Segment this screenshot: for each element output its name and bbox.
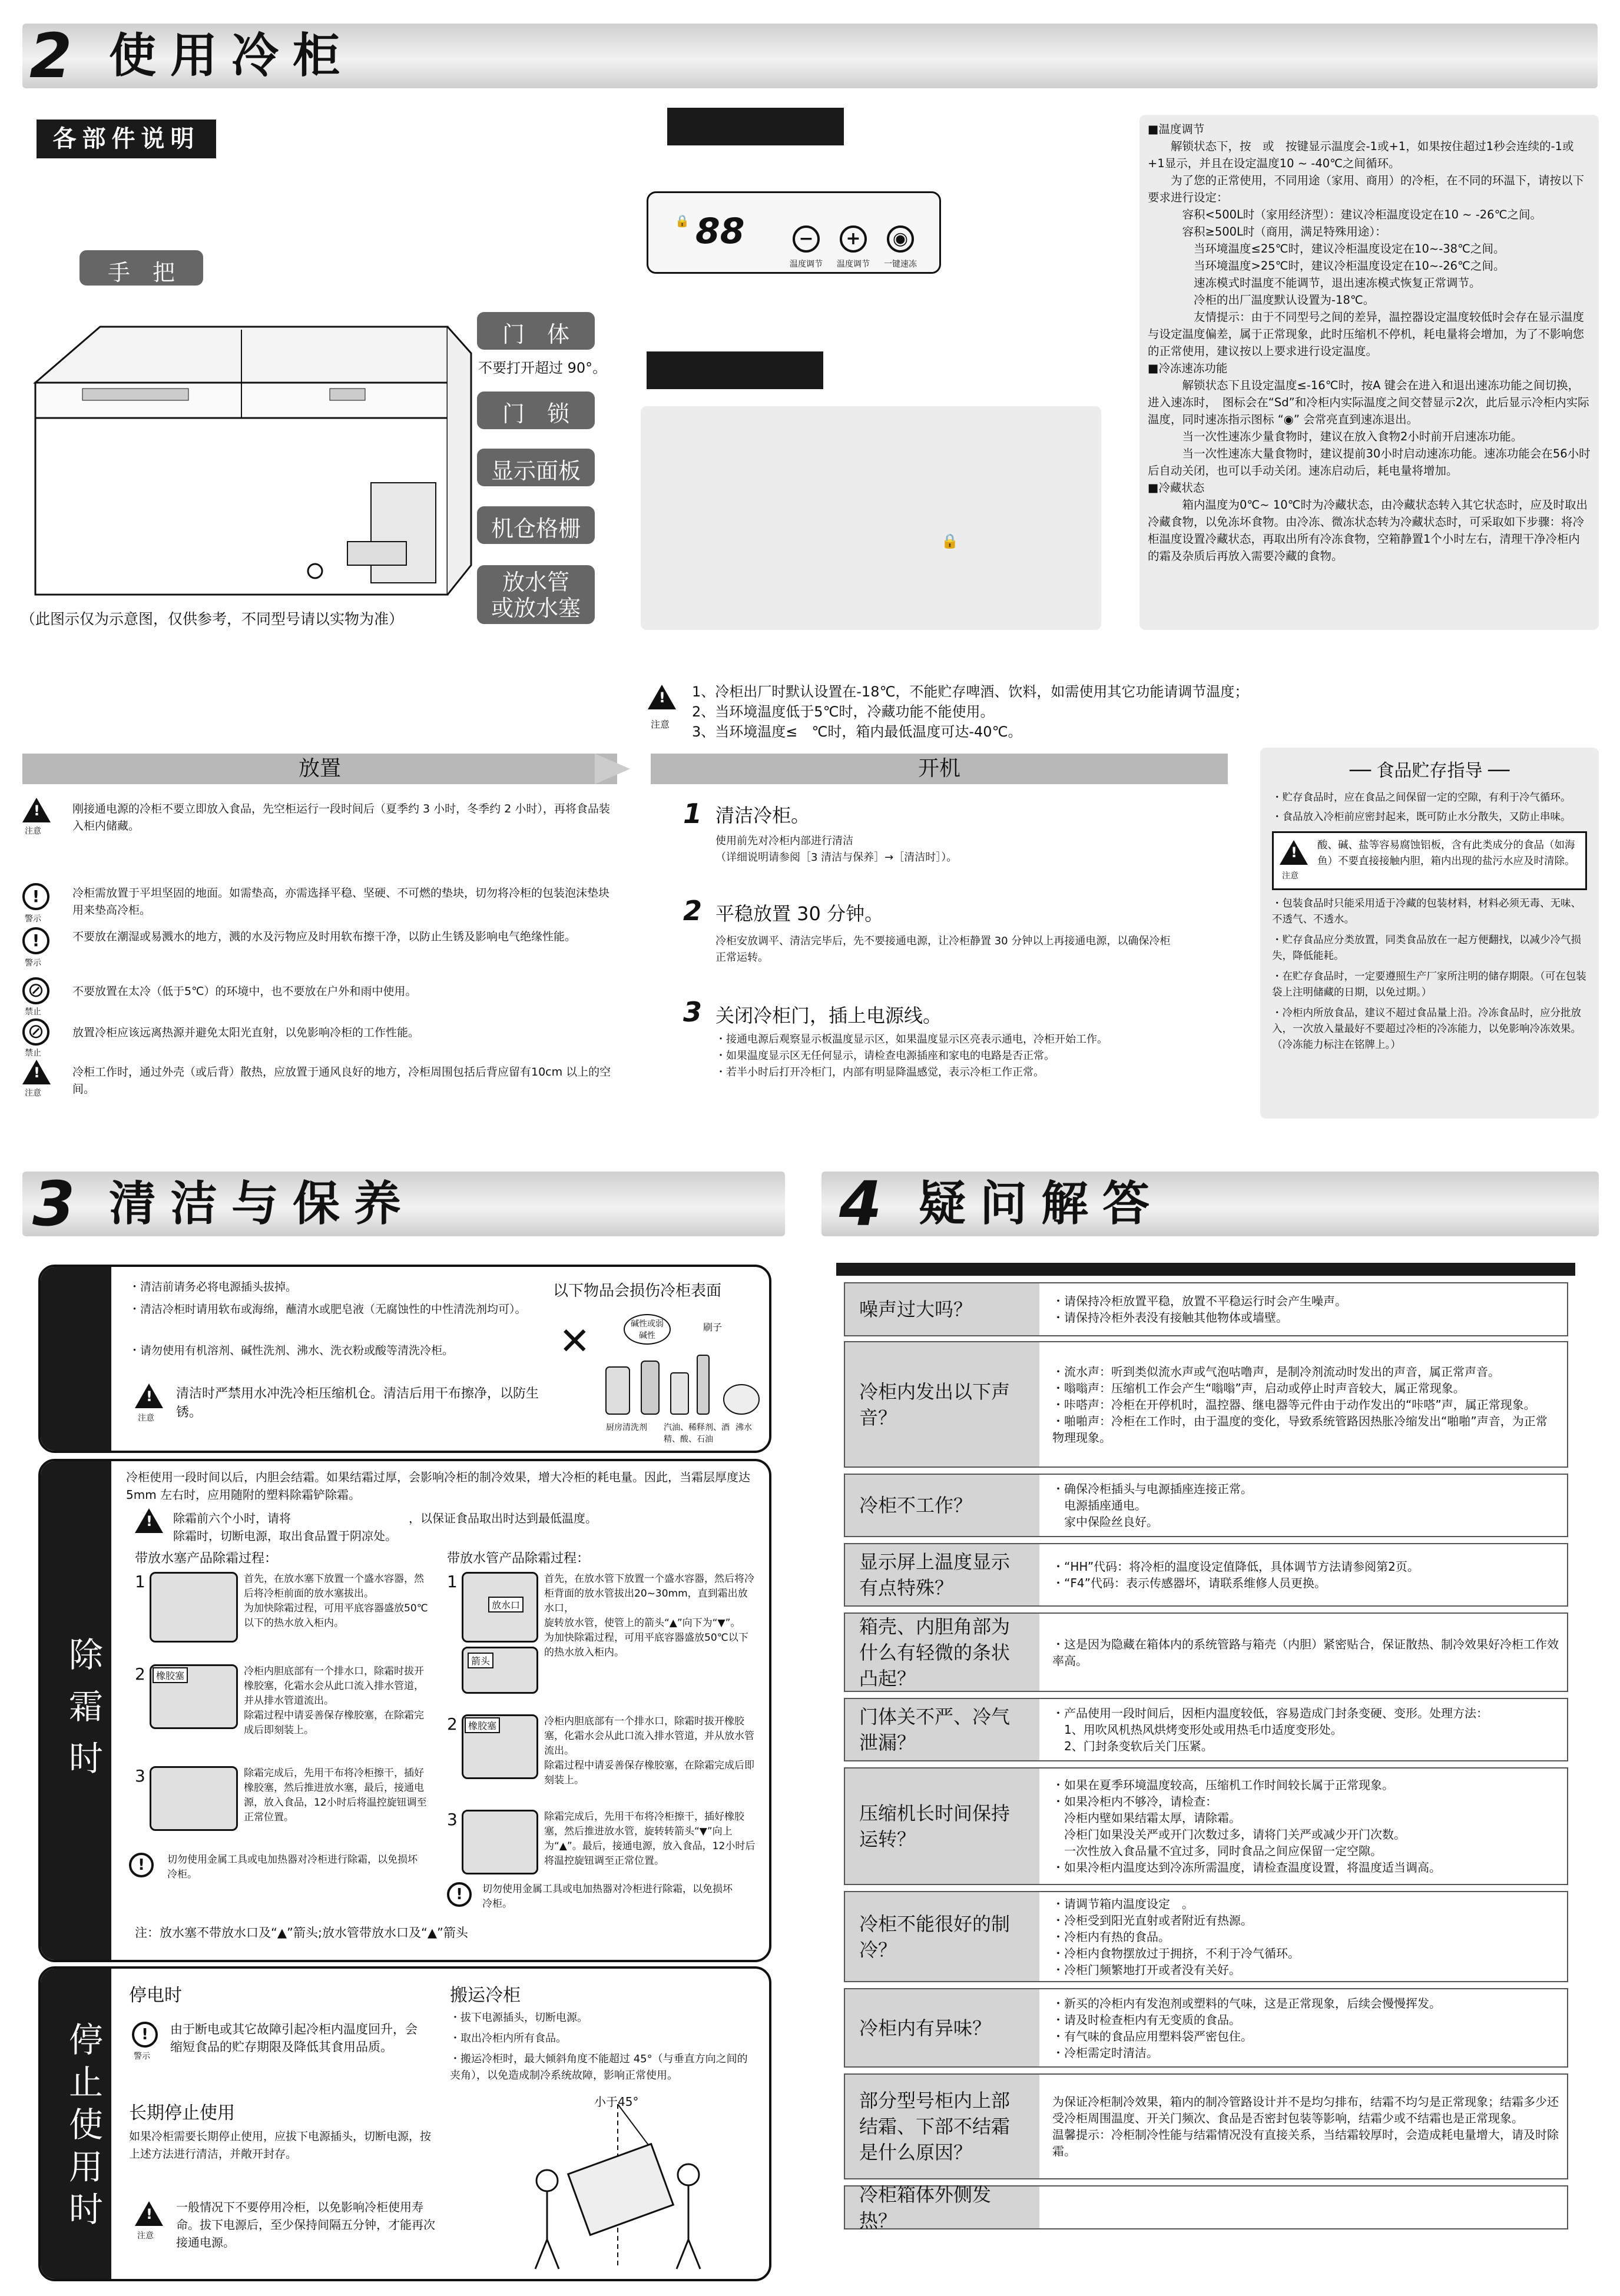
plug-warning: 切勿使用金属工具或电加热器对冷柜进行除霜，以免损坏冷柜。 (167, 1854, 418, 1880)
plus-button[interactable]: + (840, 225, 867, 253)
cleaning-items-drawing (600, 1349, 765, 1420)
freeze-label: 一键速冻 (884, 260, 917, 269)
temperature-settings-text: ■温度调节 解锁状态下，按 或 按键显示温度会-1或+1，如果按住超过1秒会连续的-1或+1显示，并且在设定温度10 ~ -40℃之间循环。 为了您的正常使用，不同用途（家用、商用）的冷柜，在不同的环温下，请按以下要求进行设定： 容积<500L时（家用经济型）：建议冷柜温度设定在10 ~ -26℃之间。 容积≥500L时（商用，满足特殊用途）： 当环境温度≤25℃时，建议冷柜温度设定在10~-38℃之间。 当环境温度>25℃时，建议冷柜温度设定在10~-26℃之间。 速冻模式时温度不能调节，退出速冻模式恢复正常调节。 冷柜的出厂温度默认设置为-18℃。 友情提示：由于不同型号之间的差异，温控器设定温度较低时会存在显示温度与设定温度偏差，属于正常现象，此时压缩机不停机，耗电量将会增加，为了不影响您的正常使用，建议按以上要求进行设定温度。 ■冷冻速冻功能 解锁状态下且设定温度≤-16℃时，按A 键会在进入和退出速冻功能之间切换，进入速冻时， 图标会在“Sd”和冷柜内实际温度之间交替显示2次，此后显示冷柜内实际温度，同时速冻指示图标 “◉” 会常亮直到速冻退出。 当一次性速冻少量食物时，建议在放入食物2小时前开启速冻功能。 当一次性速冻大量食物时，建议提前30小时启动速冻功能。速冻功能会在56小时后自动关闭，也可以手动关闭。速冻启动后，耗电量将增加。 ■冷藏状态 箱内温度为0℃~ 10℃时为冷藏状态，由冷藏状态转入其它状态时，应及时取出冷藏食物，以免冻坏食物。由冷冻、微冻状态转为冷藏状态时，可采取如下步骤：将冷柜温度设置冷藏状态，再取出所有冷冻食物，空箱静置1个小时左右，清理干净冷柜内的霜及杂质后再放入需要冷藏的食物。 (1139, 115, 1599, 630)
step-3-desc: ・接通电源后观察显示板温度显示区，如果温度显示区亮表示通电，冷柜开始工作。 ・如果温度显示区无任何显示，请检查电源插座和家电的电路是否正常。 ・若半小时后打开冷柜门，内部有明显降温感觉，表示冷柜工作正常。 (715, 1033, 1108, 1079)
section-2-title: 使用冷柜 (109, 28, 354, 83)
damage-heading: 以下物品会损伤冷柜表面 (553, 1282, 722, 1300)
section-3-title: 清洁与保养 (109, 1176, 415, 1231)
faq-question: 冷柜不能很好的制冷？ (845, 1892, 1039, 1981)
notice-icon-label: 注意 (651, 719, 670, 730)
pipe-step-2: 冷柜内胆底部有一个排水口，除霜时拔开橡胶塞，化霜水会从此口流入排水管道，并从放水管流出。 除霜过程中请妥善保存橡胶塞，在除霜完成后即刻装上。 (544, 1716, 754, 1786)
place-item: 冷柜需放置于平坦坚固的地面。如需垫高，亦需选择平稳、坚硬、不可燃的垫块，切勿将冷柜的包装泡沫垫块用来垫高冷柜。 (72, 887, 610, 917)
faq-row (844, 2073, 1568, 2179)
faq-question: 冷柜箱体外侧发热？ (845, 2186, 1039, 2228)
control-panel (647, 191, 941, 274)
warning-icon: ! (22, 927, 49, 954)
faq-top-bar (836, 1263, 1575, 1276)
step-2-desc: 冷柜安放调平、清洁完毕后，先不要接通电源，让冷柜静置 30 分钟以上再接通电源，以确保冷柜正常运转。 (715, 935, 1171, 964)
plug-step-2: 冷柜内胆底部有一个排水口，除霜时拔开橡胶塞，化霜水会从此口流入排水管道，并从排水管道流出。 除霜过程中请妥善保存橡胶塞，在除霜完成后即刻装上。 (244, 1665, 424, 1736)
food-warning-icon-label: 注意 (1282, 871, 1298, 881)
parts-heading: 各部件说明 (37, 120, 216, 158)
food-tip: ・包装食品时只能采用适于冷藏的包装材料，材料必须无毒、无味、不透气、不透水。 (1272, 898, 1581, 925)
place-item: 放置冷柜应该远离热源并避免太阳光直射，以免影响冷柜的工作性能。 (72, 1026, 420, 1039)
place-icon-label: 警示 (25, 958, 41, 968)
panel-label-bar (667, 108, 844, 145)
move-step: ・取出冷柜内所有食品。 (450, 2032, 566, 2045)
clean-tip: ・清洁冷柜时请用软布或海绵，蘸清水或肥皂液（无腐蚀性的中性清洗剂均可）。 (129, 1303, 526, 1316)
faq-answer: ・产品使用一段时间后，因柜内温度较低，容易造成门封条变硬、变形。处理方法： 1、用吹风机热风烘烤变形处或用热毛巾适度变形处。 2、门封条变软后关门压紧。 (1052, 1706, 1488, 1753)
outage-text: 由于断电或其它故障引起冷柜内温度回升，会缩短食品的贮存期限及降低其食用品质。 (170, 2022, 418, 2054)
angle-label: 小于45° (594, 2095, 639, 2109)
clean-tip: ・清洁前请务必将电源插头拔掉。 (129, 1280, 297, 1293)
step-2-title: 平稳放置 30 分钟。 (715, 903, 884, 925)
place-icon-label: 注意 (25, 1089, 41, 1098)
faq-row (844, 1341, 1568, 1468)
food-warning-box (1272, 831, 1587, 890)
arrow-tag: 箭头 (468, 1653, 493, 1668)
section-4-title: 疑问解答 (919, 1176, 1164, 1231)
faq-row (844, 1282, 1568, 1336)
food-tip: ・贮存食品时，应在食品之间保留一定的空隙，有利于冷气循环。 (1272, 792, 1571, 804)
food-warning-text: 酸、碱、盐等容易腐蚀铝板，含有此类成分的食品（如海鱼）不要直接接触内胆，箱内出现的盐污水应及时清除。 (1317, 840, 1575, 867)
step-1-number: 1 (683, 798, 703, 830)
faq-answer: ・请调节箱内温度设定 。 ・冷柜受到阳光直射或者附近有热源。 ・冷柜内有热的食品。 ・冷柜内食物摆放过于拥挤，不利于冷气循环。 ・冷柜门频繁地打开或者没有关好。 (1052, 1896, 1300, 1977)
clean-warning-icon-label: 注意 (138, 1414, 154, 1423)
warning-icon: ! (129, 1853, 154, 1877)
rubber-plug-tag: 橡胶塞 (153, 1667, 188, 1683)
prohibited-icon: ⊘ (22, 1018, 49, 1046)
step-num: 1 (135, 1572, 145, 1591)
startup-title: 开机 (651, 754, 1228, 784)
freezer-illustration (24, 306, 495, 612)
step-num: 2 (447, 1714, 458, 1734)
warning-icon: ! (447, 1882, 472, 1907)
faq-question: 冷柜内有异味？ (845, 1989, 1039, 2066)
callout-grille: 机仓格栅 (477, 506, 595, 544)
detergent-label: 厨房清洗剂 (606, 1423, 647, 1432)
step-num: 3 (447, 1810, 458, 1829)
clean-tip: ・请勿使用有机溶剂、碱性洗剂、沸水、洗衣粉或酸等清洗冷柜。 (129, 1344, 454, 1357)
step-num: 2 (135, 1664, 145, 1684)
outage-icon-label: 警示 (134, 2052, 150, 2061)
pipe-step-3: 除霜完成后，先用干布将冷柜擦干，插好橡胶塞，然后推进放水管，旋转转箭头“▼”向上为“▲”。最后，接通电源，放入食品，12小时后将温控旋钮调至正常位置。 (544, 1811, 756, 1867)
forbid-x-icon: ✕ (559, 1320, 591, 1363)
defrost-intro: 冷柜使用一段时间以后，内胆会结霜。如果结霜过厚，会影响冷柜的制冷效果，增大冷柜的耗电量。因此，当霜层厚度达 5mm 左右时，应用随附的塑料除霜铲除霜。 (126, 1470, 750, 1502)
quick-freeze-button[interactable]: ◉ (887, 225, 914, 253)
defrost-label: 除霜时 (63, 1637, 103, 1792)
plug-step-1-image (150, 1572, 238, 1643)
minus-label: 温度调节 (790, 260, 823, 269)
callout-drain: 放水管 或放水塞 (477, 565, 595, 624)
illustration-caption: （此图示仅为示意图，仅供参考，不同型号请以实物为准） (21, 611, 404, 628)
step-1-title: 清洁冷柜。 (715, 804, 810, 827)
step-num: 3 (135, 1766, 145, 1786)
faq-answer: 为保证冷柜制冷效果，箱内的制冷管路设计并不是均匀排布，结霜不均匀是正常现象；结霜多少还受冷柜周围温度、开关门频次、食品是否密封包装等影响，结霜少或不结霜也是正常现象。 温馨提示：冷柜制冷性能与结霜情况没有直接关系，当结霜较厚时，会造成耗电量增大，请及时除霜。 (1052, 2095, 1559, 2158)
brush-label: 刷子 (703, 1322, 723, 1333)
step-1-desc: 使用前先对冷柜内部进行清洁 （详细说明请参阅［3 清洁与保养］→［清洁时］）。 (715, 835, 958, 864)
clean-warning: 清洁时严禁用水冲洗冷柜压缩机仓。清洁后用干布擦净，以防生锈。 (176, 1386, 539, 1420)
cleaning-box (38, 1265, 771, 1453)
place-item: 刚接通电源的冷柜不要立即放入食品，先空柜运行一段时间后（夏季约 3 小时，冬季约 2 小时），再将食品装入柜内储藏。 (72, 802, 610, 832)
prohibited-icon: ⊘ (22, 977, 49, 1004)
stop-use-box (38, 1966, 771, 2281)
move-step: ・搬运冷柜时，最大倾斜角度不能超过 45°（与垂直方向之间的夹角），以免造成制冷系统故障，影响正常使用。 (450, 2053, 748, 2082)
lock-indicator-icon: 🔒 (675, 214, 690, 228)
defrost-footnote: 注：放水塞不带放水口及“▲”箭头;放水管带放水口及“▲”箭头 (135, 1926, 468, 1940)
long-stop-text: 如果冷柜需要长期停止使用，应拔下电源插头，切断电源，按上述方法进行清洁，并敞开封存。 (129, 2130, 432, 2161)
faq-answer: ・流水声：听到类似流水声或气泡咕噜声，是制冷剂流动时发出的声音，属正常声音。 ・嗡嗡声：压缩机工作会产生“嗡嗡”声，启动或停止时声音较大，属正常现象。 ・咔嗒声：冷柜在开停机时，温控器、继电器等元件由于动作发出的“咔嗒”声，属正常现象。 ・啪啪声：冷柜在工作时，由于温度的变化，导致系统管路因热胀冷缩发出“啪啪”声音，为正常物理现象。 (1052, 1364, 1548, 1445)
boiling-water-label: 沸水 (736, 1423, 752, 1432)
faq-answer (1044, 2186, 1567, 2228)
place-icon-label: 警示 (25, 914, 41, 924)
defrost-box (38, 1459, 771, 1962)
long-icon-label: 注意 (137, 2231, 154, 2241)
step-num: 1 (447, 1572, 458, 1591)
door-note: 不要打开超过 90°。 (478, 360, 607, 376)
panel-info-box (641, 406, 1101, 630)
step-3-number: 3 (683, 996, 703, 1028)
rubber-plug-tag-2: 橡胶塞 (465, 1717, 500, 1733)
notice-text (692, 682, 1248, 742)
section-3-number: 3 (32, 1168, 75, 1240)
plug-step-1: 首先，在放水塞下放置一个盛水容器，然后将冷柜前面的放水塞拔出。 为加快除霜过程，可用平底容器盛放50℃以下的热水放入柜内。 (244, 1573, 428, 1629)
warning-icon: ! (132, 2022, 158, 2048)
food-tip: ・食品放入冷柜前应密封起来，既可防止水分散失，又防止串味。 (1272, 811, 1571, 823)
faq-row (844, 1543, 1568, 1607)
food-storage-box (1260, 748, 1599, 1119)
faq-row (844, 1767, 1568, 1885)
faq-question: 箱壳、内胆角部为什么有轻微的条状凸起？ (845, 1614, 1039, 1691)
pipe-step-3-image (462, 1810, 538, 1874)
food-storage-title: ── 食品贮存指导 ── (1349, 761, 1510, 781)
drain-pipe-title: 带放水管产品除霜过程： (447, 1551, 590, 1566)
faq-answer: ・这是因为隐藏在箱体内的系统管路与箱壳（内胆）紧密贴合，保证散热、制冷效果好冷柜工作效率高。 (1052, 1637, 1559, 1668)
callout-door: 门 体 (477, 312, 595, 350)
notice-line-3: 3、当环境温度≤ ℃时，箱内最低温度可达-40℃。 (692, 724, 1022, 740)
faq-question: 冷柜不工作？ (845, 1475, 1039, 1536)
food-tip: ・冷柜内所放食品，建议不超过食品量上沿。冷冻食品时，应分批放入，一次放入量最好不要超过冷柜的冷冻能力，以免影响冷冻效果。（冷冻能力标注在铭牌上。） (1272, 1007, 1581, 1051)
faq-answer: ・请保持冷柜放置平稳，放置不平稳运行时会产生噪声。 ・请保持冷柜外表没有接触其他物体或墙壁。 (1052, 1294, 1347, 1325)
faq-answer: ・新买的冷柜内有发泡剂或塑料的气味，这是正常现象，后续会慢慢挥发。 ・请及时检查柜内有无变质的食品。 ・有气味的食品应用塑料袋严密包住。 ・冷柜需定时清洁。 (1052, 1996, 1441, 2060)
faq-row (844, 1698, 1568, 1761)
long-stop-warning: 一般情况下不要停用冷柜，以免影响冷柜使用寿命。拔下电源后，至少保持间隔五分钟，才能再次接通电源。 (176, 2200, 435, 2249)
lock-icon: 🔒 (941, 533, 959, 549)
faq-answer: ・确保冷柜插头与电源插座连接正常。 电源插座通电。 家中保险丝良好。 (1052, 1482, 1253, 1529)
notice-icon (648, 685, 676, 712)
drain-plug-title: 带放水塞产品除霜过程： (135, 1551, 278, 1566)
faq-question: 压缩机长时间保持运转？ (845, 1769, 1039, 1884)
faq-answer: ・“HH”代码：将冷柜的温度设定值降低，具体调节方法请参阅第2页。 ・“F4”代码：表示传感器坏，请联系维修人员更换。 (1052, 1560, 1419, 1590)
panel-label-bar-2 (647, 351, 823, 389)
faq-row (844, 1474, 1568, 1537)
arrow-divider (595, 754, 630, 784)
faq-question: 门体关不严、冷气泄漏？ (845, 1699, 1039, 1760)
move-title: 搬运冷柜 (450, 1985, 521, 2006)
food-tip: ・贮存食品应分类放置，同类食品放在一起方便翻找，以减少冷气损失，降低能耗。 (1272, 934, 1581, 962)
faq-row (844, 1988, 1568, 2068)
place-item: 不要放置在太冷（低于5℃）的环境中，也不要放在户外和雨中使用。 (72, 985, 417, 998)
cleaning-box-sidebar (41, 1267, 111, 1451)
long-stop-title: 长期停止使用 (129, 2103, 235, 2124)
warning-icon: ! (22, 883, 49, 910)
plug-step-3: 除霜完成后，先用干布将冷柜擦干，插好橡胶塞，然后推进放水塞，最后，接通电源，放入食品，12小时后将温控旋钮调至正常位置。 (244, 1767, 427, 1823)
placement-title: 放置 (22, 754, 617, 784)
step-3-title: 关闭冷柜门，插上电源线。 (715, 1004, 942, 1027)
callout-handle: 手 把 (79, 250, 203, 286)
food-tip: ・在贮存食品时，一定要遵照生产厂家所注明的储存期限。（可在包装袋上注明储藏的日期，以免过期。） (1272, 971, 1586, 998)
faq-question: 显示屏上温度显示有点特殊？ (845, 1544, 1039, 1605)
section-2-number: 2 (29, 20, 72, 92)
plug-step-3-image (150, 1766, 238, 1831)
faq-answer: ・如果在夏季环境温度较高，压缩机工作时间较长属于正常现象。 ・如果冷柜内不够冷，请检查： 冷柜内壁如果结霜太厚，请除霜。 冷柜门如果没关严或开门次数过多，请将门关严或减少开门次数。 一次性放入食品量不宜过多，同时食品之间应保留一定空隙。 ・如果冷柜内温度达到冷冻所需温度，请检查温度设置，将温度适当调高。 (1052, 1778, 1441, 1874)
notice-line-1: 1、冷柜出厂时默认设置在-18℃，不能贮存啤酒、饮料，如需使用其它功能请调节温度； (692, 684, 1249, 700)
place-item: 不要放在潮湿或易溅水的地方，溅的水及污物应及时用软布擦干净，以防止生锈及影响电气绝缘性能。 (72, 930, 577, 943)
solvent-label: 汽油、稀释剂、酒精、酸、石油 (664, 1423, 730, 1444)
faq-row (844, 1612, 1568, 1692)
faq-row (844, 2183, 1568, 2232)
faq-question: 冷柜内发出以下声音？ (845, 1342, 1039, 1466)
moving-illustration (512, 2104, 724, 2275)
place-item: 冷柜工作时，通过外壳（或后背）散热，应放置于通风良好的地方，冷柜周围包括后背应留有10cm 以上的空间。 (72, 1066, 611, 1096)
faq-question: 部分型号柜内上部结霜、下部不结霜是什么原因？ (845, 2075, 1039, 2178)
outage-title: 停电时 (129, 1985, 182, 2006)
callout-lock: 门 锁 (477, 391, 595, 429)
place-icon-label: 禁止 (25, 1049, 41, 1058)
faq-row (844, 1891, 1568, 1982)
minus-button[interactable]: − (793, 225, 820, 253)
move-step: ・拔下电源插头，切断电源。 (450, 2012, 588, 2024)
callout-display: 显示面板 (477, 449, 595, 486)
pipe-warning: 切勿使用金属工具或电加热器对冷柜进行除霜，以免损坏冷柜。 (482, 1883, 733, 1910)
step-2-number: 2 (683, 895, 703, 927)
defrost-warning: 除霜前六个小时，请将 ，以保证食品取出时达到最低温度。 除霜时，切断电源，取出食品置于阴凉处。 (173, 1511, 597, 1543)
notice-line-2: 2、当环境温度低于5℃时，冷藏功能不能使用。 (692, 704, 995, 720)
alkali-label: 碱性或弱碱性 (624, 1314, 671, 1345)
faq-question: 噪声过大吗？ (845, 1283, 1039, 1335)
place-icon-label: 注意 (25, 827, 41, 836)
drain-outlet-tag: 放水口 (488, 1597, 524, 1612)
pipe-step-1: 首先，在放水管下放置一个盛水容器，然后将冷柜背面的放水管拔出20~30mm，直到霜出放水口， 旋转放水管，使管上的箭头“▲”向下为“▼”。 为加快除霜过程，可用平底容器盛放50℃以下的热水放入柜内。 (544, 1573, 754, 1658)
place-icon-label: 禁止 (25, 1007, 41, 1017)
plus-label: 温度调节 (837, 260, 870, 269)
temp-display: 88 (695, 211, 745, 252)
stop-use-label: 停止使用时 (63, 2022, 103, 2234)
section-4-number: 4 (839, 1168, 882, 1240)
